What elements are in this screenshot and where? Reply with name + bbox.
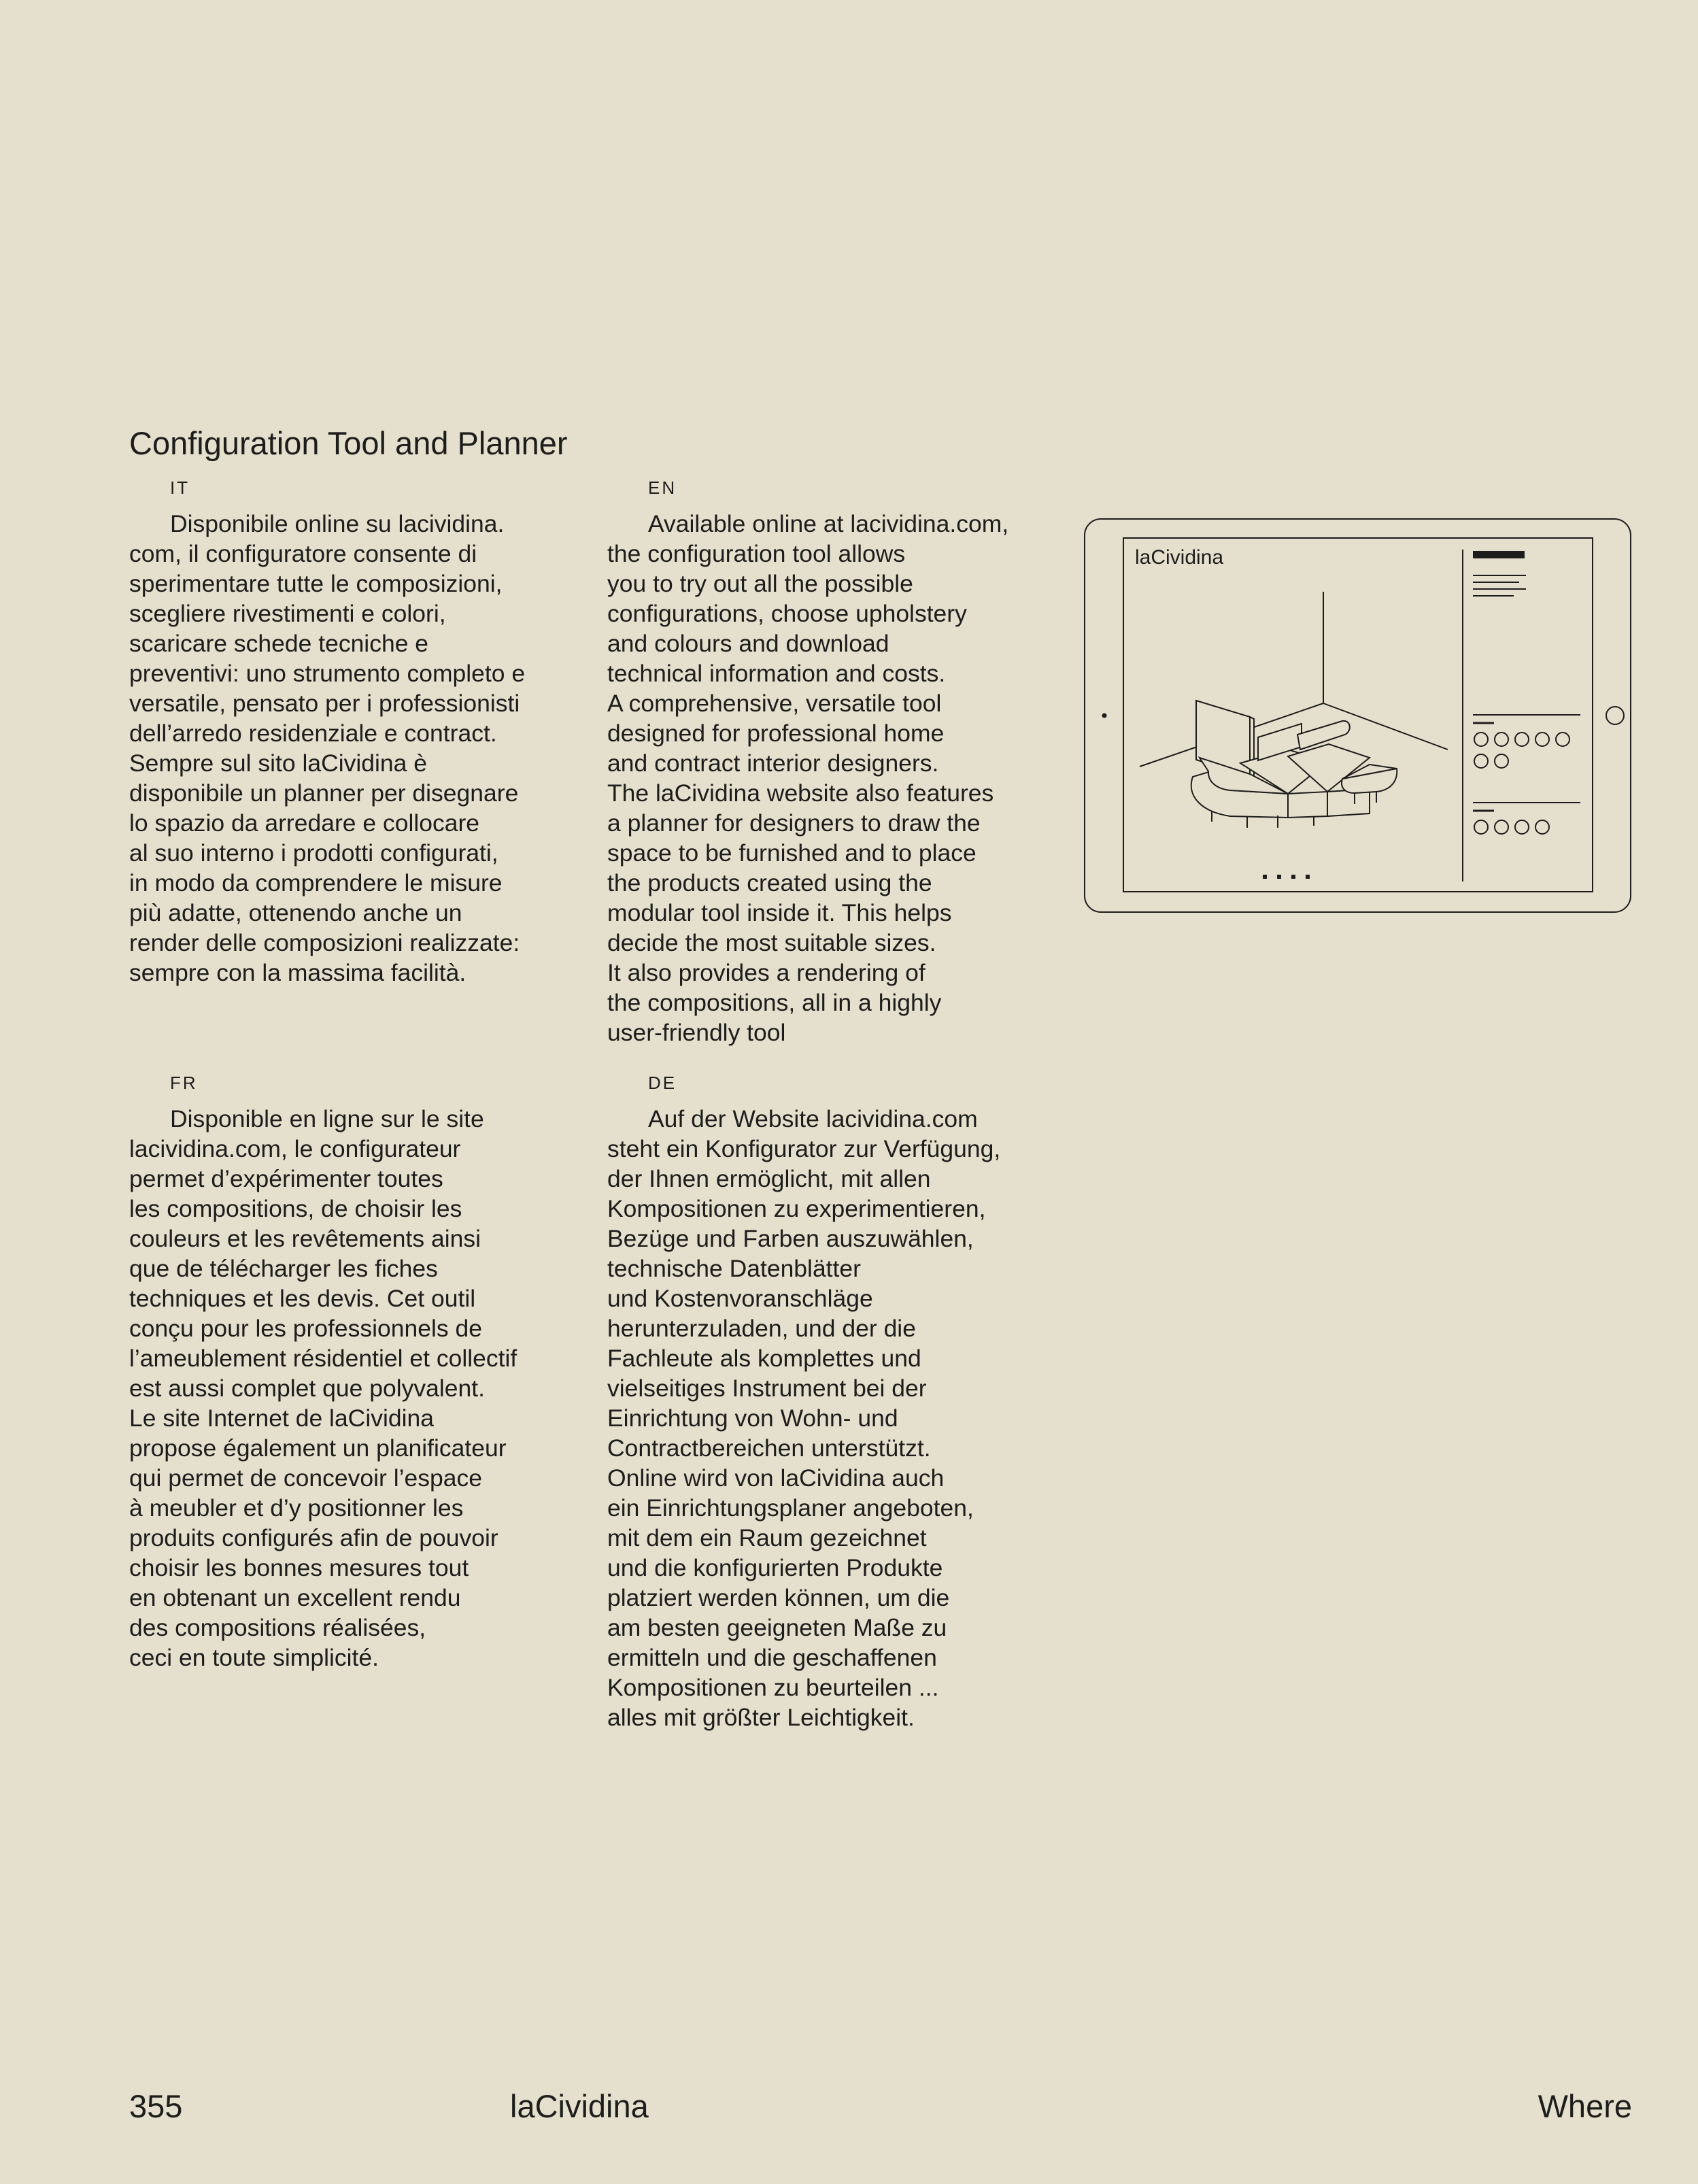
- text-line: couleurs et les revêtements ainsi: [129, 1225, 481, 1252]
- text-line: que de télécharger les fiches: [129, 1255, 438, 1282]
- text-line: in modo da comprendere le misure: [129, 869, 503, 896]
- text-line: Available online at lacividina.com,: [648, 510, 1009, 537]
- text-line: permet d’expérimenter toutes: [129, 1165, 443, 1192]
- text-line: A comprehensive, versatile tool: [607, 690, 942, 717]
- text-line: techniques et les devis. Cet outil: [129, 1285, 476, 1312]
- text-line: versatile, pensato per i professionisti: [129, 690, 520, 717]
- text-line: lacividina.com, le configurateur: [129, 1135, 461, 1162]
- text-line: ceci en toute simplicité.: [129, 1644, 379, 1671]
- footer-brand: laCividina: [510, 2088, 649, 2124]
- page-title: Configuration Tool and Planner: [129, 425, 568, 461]
- text-line: qui permet de concevoir l’espace: [129, 1464, 482, 1492]
- text-line: Fachleute als komplettes und: [607, 1345, 921, 1372]
- text-line: der Ihnen ermöglicht, mit allen: [607, 1165, 931, 1192]
- text-line: en obtenant un excellent rendu: [129, 1584, 461, 1611]
- column-german: [607, 1071, 1070, 1732]
- language-label: EN: [648, 477, 677, 498]
- screen-swatch-group-2: [1473, 803, 1580, 834]
- text-line: sperimentare tutte le composizioni,: [129, 570, 503, 597]
- text-line: à meubler et d’y positionner les: [129, 1494, 464, 1522]
- column-french: [129, 1071, 592, 1673]
- screen-pagination-dots: [1263, 875, 1310, 879]
- text-line: Einrichtung von Wohn- und: [607, 1405, 898, 1432]
- text-line: steht ein Konfigurator zur Verfügung,: [607, 1135, 1001, 1162]
- text-line: configurations, choose upholstery: [607, 600, 967, 627]
- text-line: Disponible en ligne sur le site: [170, 1105, 484, 1132]
- text-line: Le site Internet de laCividina: [129, 1405, 434, 1432]
- text-line: scegliere rivestimenti e colori,: [129, 600, 446, 627]
- text-line: preventivi: uno strumento completo e: [129, 660, 526, 687]
- text-line: the compositions, all in a highly: [607, 989, 942, 1016]
- column-english: [607, 476, 1070, 1047]
- paragraph-german: [607, 1104, 1070, 1732]
- text-line: ein Einrichtungsplaner angeboten,: [607, 1494, 974, 1522]
- text-line: alles mit größter Leichtigkeit.: [607, 1704, 915, 1731]
- text-line: produits configurés afin de pouvoir: [129, 1524, 498, 1551]
- text-line: user-friendly tool: [607, 1019, 786, 1046]
- paragraph-french: [129, 1104, 592, 1673]
- text-line: modular tool inside it. This helps: [607, 899, 952, 926]
- language-label: DE: [648, 1073, 677, 1093]
- text-line: and contract interior designers.: [607, 750, 939, 777]
- text-line: herunterzuladen, und der die: [607, 1315, 916, 1342]
- text-line: disponibile un planner per disegnare: [129, 779, 519, 807]
- text-line: vielseitiges Instrument bei der: [607, 1375, 927, 1402]
- footer-section: Where: [1538, 2088, 1632, 2124]
- text-line: the configuration tool allows: [607, 540, 906, 567]
- text-line: Online wird von laCividina auch: [607, 1464, 945, 1492]
- text-line: decide the most suitable sizes.: [607, 929, 936, 956]
- text-line: you to try out all the possible: [607, 570, 913, 597]
- text-line: und die konfigurierten Produkte: [607, 1554, 943, 1581]
- text-line: lo spazio da arredare e collocare: [129, 809, 480, 837]
- text-line: sempre con la massima facilità.: [129, 959, 466, 986]
- text-line: technische Datenblätter: [607, 1255, 861, 1282]
- text-line: the products created using the: [607, 869, 932, 896]
- text-line: com, il configuratore consente di: [129, 540, 477, 567]
- text-line: conçu pour les professionnels de: [129, 1315, 483, 1342]
- paragraph-italian: [129, 509, 592, 988]
- text-line: mit dem ein Raum gezeichnet: [607, 1524, 927, 1551]
- text-line: les compositions, de choisir les: [129, 1195, 462, 1222]
- screen-brand-logo: laCividina: [1135, 546, 1224, 569]
- column-italian: [129, 476, 592, 988]
- text-line: Disponibile online su lacividina.: [170, 510, 505, 537]
- tablet-home-button-icon: [1606, 707, 1624, 724]
- tablet-camera-icon: [1102, 713, 1107, 718]
- language-label: FR: [170, 1073, 198, 1093]
- text-line: dell’arredo residenziale e contract.: [129, 720, 497, 747]
- text-line: propose également un planificateur: [129, 1434, 507, 1462]
- text-line: Sempre sul sito laCividina è: [129, 750, 428, 777]
- screen-swatch-group-1: [1473, 715, 1580, 768]
- text-line: technical information and costs.: [607, 660, 946, 687]
- text-line: ermitteln und die geschaffenen: [607, 1644, 937, 1671]
- text-line: Bezüge und Farben auszuwählen,: [607, 1225, 974, 1252]
- paragraph-english: [607, 509, 1070, 1047]
- text-line: am besten geeigneten Maße zu: [607, 1614, 947, 1641]
- text-line: and colours and download: [607, 630, 889, 657]
- text-line: choisir les bonnes mesures tout: [129, 1554, 469, 1581]
- text-line: designed for professional home: [607, 720, 945, 747]
- page-number: 355: [129, 2088, 183, 2124]
- text-line: est aussi complet que polyvalent.: [129, 1375, 485, 1402]
- text-line: platziert werden können, um die: [607, 1584, 950, 1611]
- text-line: l’ameublement résidentiel et collectif: [129, 1345, 517, 1372]
- tablet-illustration: [1084, 518, 1631, 913]
- text-line: Kompositionen zu beurteilen ...: [607, 1674, 939, 1701]
- text-line: Kompositionen zu experimentieren,: [607, 1195, 986, 1222]
- text-line: a planner for designers to draw the: [607, 809, 981, 837]
- text-line: scaricare schede tecniche e: [129, 630, 429, 657]
- text-line: al suo interno i prodotti configurati,: [129, 839, 498, 867]
- text-line: des compositions réalisées,: [129, 1614, 426, 1641]
- text-line: Auf der Website lacividina.com: [648, 1105, 978, 1132]
- text-line: render delle composizioni realizzate:: [129, 929, 520, 956]
- language-label: IT: [170, 477, 190, 498]
- text-line: più adatte, ottenendo anche un: [129, 899, 462, 926]
- text-line: The laCividina website also features: [607, 779, 994, 807]
- screen-menu-icon: [1473, 551, 1526, 596]
- text-line: Contractbereichen unterstützt.: [607, 1434, 931, 1462]
- text-line: und Kostenvoranschläge: [607, 1285, 873, 1312]
- text-line: space to be furnished and to place: [607, 839, 977, 867]
- text-line: It also provides a rendering of: [607, 959, 926, 986]
